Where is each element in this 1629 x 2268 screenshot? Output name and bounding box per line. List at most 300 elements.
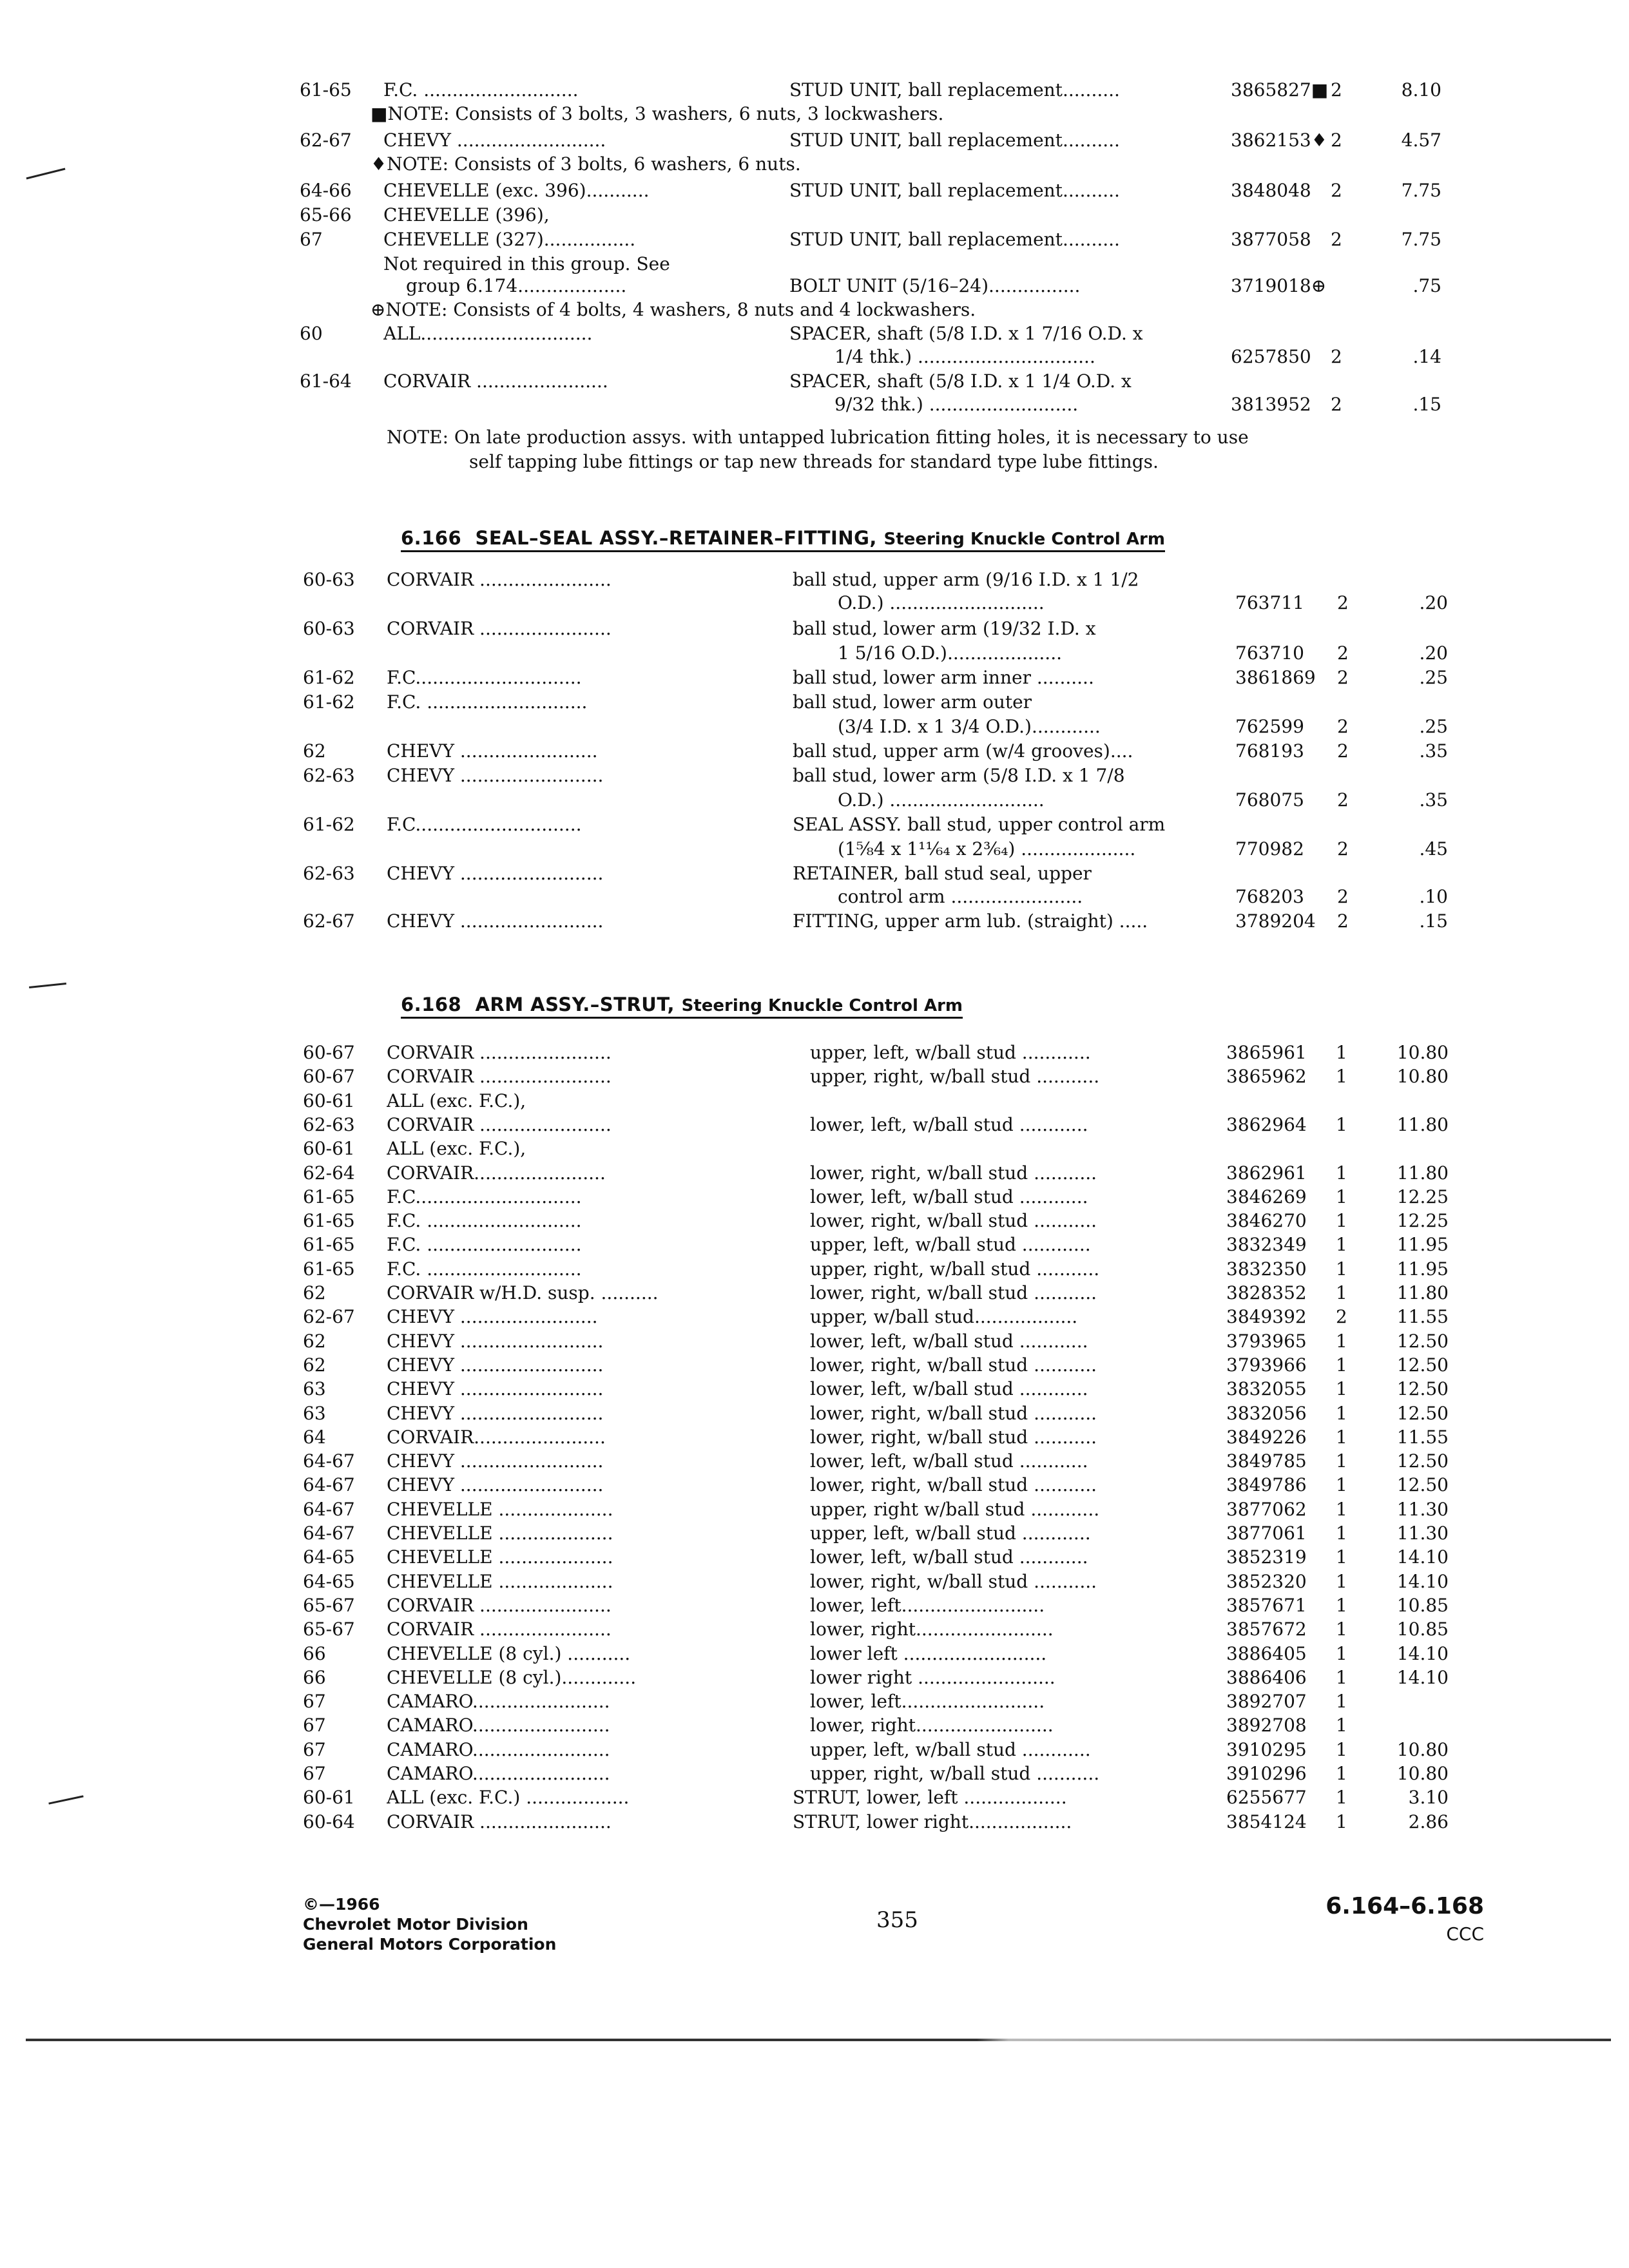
quantity-cell: 2 xyxy=(1331,394,1342,415)
year-cell: 64-66 xyxy=(300,180,352,201)
publisher-block xyxy=(303,1894,556,1954)
table-row xyxy=(303,1617,1450,1642)
table-row xyxy=(303,1040,1450,1066)
price-cell: 11.95 xyxy=(1396,1234,1449,1256)
price-cell: 14.10 xyxy=(1396,1546,1449,1568)
description-cell: lower, left, w/ball stud ............ xyxy=(810,1450,1088,1472)
section-subtitle: Steering Knuckle Control Arm xyxy=(681,996,963,1015)
price-cell: .14 xyxy=(1412,346,1441,367)
quantity-cell: 2 xyxy=(1337,642,1349,664)
description-cell: O.D.) ........................... xyxy=(838,789,1045,811)
quantity-cell: 1 xyxy=(1336,1738,1347,1760)
price-cell: 12.50 xyxy=(1396,1474,1449,1496)
table-row xyxy=(300,321,1447,347)
model-cell: group 6.174................... xyxy=(406,275,627,296)
description-cell: lower, right, w/ball stud ........... xyxy=(810,1426,1097,1448)
price-cell: 7.75 xyxy=(1401,180,1441,201)
price-cell: 12.25 xyxy=(1396,1186,1449,1207)
model-cell: ALL (exc. F.C.) .................. xyxy=(387,1787,630,1809)
table-row xyxy=(303,1448,1450,1474)
year-cell: 61-62 xyxy=(303,691,355,713)
description-cell: (1⅝4 x 1¹¹⁄₆₄ x 2³⁄₆₄) .................... xyxy=(838,838,1136,860)
year-cell: 60-67 xyxy=(303,1066,355,1088)
description-cell: 9/32 thk.) .......................... xyxy=(834,394,1079,415)
model-cell: CORVAIR ....................... xyxy=(387,1042,612,1063)
table-row xyxy=(303,836,1450,862)
section-title: ARM ASSY.–STRUT, xyxy=(475,994,675,1015)
model-cell: CHEVY ......................... xyxy=(387,1378,604,1400)
price-cell: 10.80 xyxy=(1396,1763,1449,1784)
part-number-cell: 3865962 xyxy=(1226,1066,1307,1088)
final-note-line-1: NOTE: On late production assys. with untapped lubrication fitting holes, it is necessary to use xyxy=(387,427,1249,448)
section-title: SEAL–SEAL ASSY.–RETAINER–FITTING, xyxy=(475,527,877,549)
description-cell: lower right ........................ xyxy=(810,1666,1055,1688)
part-number-cell: 6257850 xyxy=(1231,346,1311,367)
year-cell: 64-65 xyxy=(303,1546,355,1568)
quantity-cell: 2 xyxy=(1337,592,1349,613)
description-cell: upper, w/ball stud.................. xyxy=(810,1306,1078,1328)
table-row xyxy=(303,665,1450,691)
price-cell: 10.80 xyxy=(1396,1738,1449,1760)
part-number-cell: 3877061 xyxy=(1226,1523,1307,1544)
price-cell: 12.50 xyxy=(1396,1402,1449,1424)
price-cell: 11.80 xyxy=(1396,1282,1449,1303)
year-cell: 65-67 xyxy=(303,1594,355,1616)
year-cell: 63 xyxy=(303,1402,326,1424)
price-cell: .20 xyxy=(1419,592,1448,613)
price-cell: .15 xyxy=(1412,394,1441,415)
year-cell: 60-61 xyxy=(303,1090,355,1111)
price-cell: 14.10 xyxy=(1396,1666,1449,1688)
price-cell: .35 xyxy=(1419,740,1448,762)
description-cell: lower, right........................ xyxy=(810,1715,1054,1736)
quantity-cell: 2 xyxy=(1337,789,1349,811)
part-number-cell: 763711 xyxy=(1235,592,1304,613)
part-number-cell: 3848048 xyxy=(1231,180,1311,201)
model-cell: CORVAIR w/H.D. susp. .......... xyxy=(387,1282,659,1303)
year-cell: 60-63 xyxy=(303,569,355,590)
description-cell: upper, right, w/ball stud ........... xyxy=(810,1763,1100,1784)
table-row xyxy=(300,77,1447,103)
price-cell: .35 xyxy=(1419,789,1448,811)
part-number-cell: 3886405 xyxy=(1226,1642,1307,1664)
description-cell: lower, right, w/ball stud ........... xyxy=(810,1570,1097,1592)
price-cell: 12.50 xyxy=(1396,1450,1449,1472)
quantity-cell: 1 xyxy=(1336,1594,1347,1616)
quantity-cell: 1 xyxy=(1336,1523,1347,1544)
part-number-cell: 3719018⊕ xyxy=(1231,275,1327,296)
part-number-cell: 3846270 xyxy=(1226,1210,1307,1232)
description-cell: 1/4 thk.) ............................... xyxy=(834,346,1095,367)
year-cell: 60 xyxy=(300,323,323,344)
quantity-cell: 2 xyxy=(1337,886,1349,907)
description-cell: upper, left, w/ball stud ............ xyxy=(810,1234,1091,1256)
model-cell: F.C. ........................... xyxy=(387,1234,582,1256)
year-cell: 67 xyxy=(303,1738,326,1760)
description-cell: STRUT, lower, left .................. xyxy=(793,1787,1067,1809)
description-cell: lower, right, w/ball stud ........... xyxy=(810,1474,1097,1496)
model-cell: CAMARO........................ xyxy=(387,1715,610,1736)
model-cell: CORVAIR ....................... xyxy=(387,618,612,639)
price-cell: 12.25 xyxy=(1396,1210,1449,1232)
price-cell: 2.86 xyxy=(1408,1811,1449,1832)
year-cell: 61-65 xyxy=(300,79,352,101)
description-cell: STRUT, lower right.................. xyxy=(793,1811,1072,1832)
quantity-cell: 1 xyxy=(1336,1811,1347,1832)
footnote: ♦NOTE: Consists of 3 bolts, 6 washers, 6 nuts. xyxy=(371,153,801,175)
description-cell: STUD UNIT, ball replacement.......... xyxy=(789,130,1120,151)
quantity-cell: 1 xyxy=(1336,1619,1347,1640)
model-cell: F.C. ........................... xyxy=(387,1258,582,1280)
table-row xyxy=(303,1208,1450,1234)
quantity-cell: 1 xyxy=(1336,1258,1347,1280)
part-number-cell: 3910295 xyxy=(1226,1738,1307,1760)
year-cell: 62-63 xyxy=(303,1113,355,1135)
model-cell: CHEVELLE (8 cyl.)............. xyxy=(387,1666,637,1688)
model-cell: CORVAIR ....................... xyxy=(387,1594,612,1616)
table-row xyxy=(303,1280,1450,1306)
table-row xyxy=(303,1136,1450,1162)
part-number-cell: 3849785 xyxy=(1226,1450,1307,1472)
quantity-cell: 1 xyxy=(1336,1570,1347,1592)
model-cell: CHEVELLE .................... xyxy=(387,1570,613,1592)
quantity-cell: 1 xyxy=(1336,1234,1347,1256)
table-row xyxy=(303,1088,1450,1114)
part-number-cell: 3852320 xyxy=(1226,1570,1307,1592)
year-cell: 64-67 xyxy=(303,1498,355,1520)
quantity-cell: 2 xyxy=(1336,1306,1347,1328)
model-cell: F.C............................. xyxy=(387,667,582,688)
year-cell: 60-61 xyxy=(303,1138,355,1160)
description-cell: lower, left, w/ball stud ............ xyxy=(810,1113,1088,1135)
quantity-cell: 2 xyxy=(1337,716,1349,737)
description-cell: lower, right, w/ball stud ........... xyxy=(810,1282,1097,1303)
copyright: ©—1966 xyxy=(303,1895,380,1914)
price-cell: 12.50 xyxy=(1396,1330,1449,1352)
quantity-cell: 1 xyxy=(1336,1691,1347,1713)
table-row xyxy=(300,202,1447,228)
table-row xyxy=(303,567,1450,593)
table-row xyxy=(303,884,1450,910)
model-cell: CHEVY ......................... xyxy=(387,1450,604,1472)
description-cell: ball stud, lower arm outer xyxy=(793,691,1032,713)
year-cell: 67 xyxy=(303,1691,326,1713)
table-row xyxy=(303,1425,1450,1450)
bottom-rule xyxy=(26,2039,1611,2041)
model-cell: CAMARO........................ xyxy=(387,1691,610,1713)
table-row xyxy=(300,273,1447,299)
model-cell: F.C. ............................ xyxy=(387,691,588,713)
part-number-cell: 762599 xyxy=(1235,716,1304,737)
table-row xyxy=(303,908,1450,934)
price-cell: .25 xyxy=(1419,667,1448,688)
year-cell: 66 xyxy=(303,1642,326,1664)
model-cell: CHEVY ......................... xyxy=(387,910,604,932)
table-row xyxy=(303,763,1450,789)
year-cell: 64 xyxy=(303,1426,326,1448)
description-cell: lower, right, w/ball stud ........... xyxy=(810,1354,1097,1376)
price-cell: 11.55 xyxy=(1396,1306,1449,1328)
section-range-block xyxy=(1325,1891,1484,1946)
year-cell: 67 xyxy=(300,229,323,250)
price-cell: .10 xyxy=(1419,886,1448,907)
part-number-cell: 3793966 xyxy=(1226,1354,1307,1376)
description-cell: lower, right, w/ball stud ........... xyxy=(810,1210,1097,1232)
table-row xyxy=(303,1521,1450,1546)
model-cell: F.C............................. xyxy=(387,1186,582,1207)
quantity-cell: 2 xyxy=(1331,130,1342,151)
description-cell: FITTING, upper arm lub. (straight) ..... xyxy=(793,910,1148,932)
year-cell: 64-67 xyxy=(303,1523,355,1544)
description-cell: SPACER, shaft (5/8 I.D. x 1 1/4 O.D. x xyxy=(789,370,1132,392)
table-row xyxy=(303,861,1450,887)
part-number-cell: 3910296 xyxy=(1226,1763,1307,1784)
section-range: 6.164–6.168 xyxy=(1325,1893,1484,1919)
price-cell: .45 xyxy=(1419,838,1448,860)
year-cell: 62-63 xyxy=(303,863,355,884)
model-cell: F.C. ........................... xyxy=(387,1210,582,1232)
table-row xyxy=(303,1785,1450,1811)
table-row xyxy=(303,1544,1450,1570)
price-cell: 14.10 xyxy=(1396,1642,1449,1664)
part-number-cell: 3832055 xyxy=(1226,1378,1307,1400)
year-cell: 62-67 xyxy=(303,1306,355,1328)
quantity-cell: 1 xyxy=(1336,1186,1347,1207)
quantity-cell: 1 xyxy=(1336,1354,1347,1376)
price-cell: .75 xyxy=(1412,275,1441,296)
price-cell: 11.80 xyxy=(1396,1113,1449,1135)
model-cell: CHEVY ........................ xyxy=(387,1306,598,1328)
year-cell: 62 xyxy=(303,1354,326,1376)
description-cell: lower, left, w/ball stud ............ xyxy=(810,1186,1088,1207)
part-number-cell: 768075 xyxy=(1235,789,1304,811)
price-cell: 11.55 xyxy=(1396,1426,1449,1448)
table-row xyxy=(303,1304,1450,1330)
price-cell: 3.10 xyxy=(1408,1787,1449,1809)
part-number-cell: 3852319 xyxy=(1226,1546,1307,1568)
description-cell: lower, left, w/ball stud ............ xyxy=(810,1546,1088,1568)
description-cell: lower left ......................... xyxy=(810,1642,1047,1664)
model-cell: CAMARO........................ xyxy=(387,1738,610,1760)
part-number-cell: 3793965 xyxy=(1226,1330,1307,1352)
part-number-cell: 3892708 xyxy=(1226,1715,1307,1736)
model-cell: CHEVELLE (8 cyl.) ........... xyxy=(387,1642,631,1664)
quantity-cell: 2 xyxy=(1331,180,1342,201)
part-number-cell: 3886406 xyxy=(1226,1666,1307,1688)
model-cell: CORVAIR....................... xyxy=(387,1162,606,1184)
division-name: Chevrolet Motor Division xyxy=(303,1915,528,1934)
part-number-cell: 3862153♦ xyxy=(1231,130,1327,151)
table-row xyxy=(303,787,1450,813)
price-cell: 10.85 xyxy=(1396,1594,1449,1616)
quantity-cell: 1 xyxy=(1336,1042,1347,1063)
model-cell: ALL.............................. xyxy=(383,323,593,344)
description-cell: STUD UNIT, ball replacement.......... xyxy=(789,79,1120,101)
quantity-cell: 1 xyxy=(1336,1546,1347,1568)
price-cell: 11.30 xyxy=(1396,1498,1449,1520)
price-cell: 8.10 xyxy=(1401,79,1441,101)
table-row xyxy=(300,392,1447,418)
year-cell: 60-61 xyxy=(303,1787,355,1809)
table-row xyxy=(303,590,1450,616)
table-row xyxy=(303,1737,1450,1763)
description-cell: STUD UNIT, ball replacement.......... xyxy=(789,180,1120,201)
quantity-cell: 1 xyxy=(1336,1642,1347,1664)
price-cell: 12.50 xyxy=(1396,1354,1449,1376)
model-cell: CAMARO........................ xyxy=(387,1763,610,1784)
description-cell: lower, right, w/ball stud ........... xyxy=(810,1402,1097,1424)
quantity-cell: 1 xyxy=(1336,1787,1347,1809)
description-cell: 1 5/16 O.D.).................... xyxy=(838,642,1062,664)
table-row xyxy=(303,616,1450,642)
part-number-cell: 3832056 xyxy=(1226,1402,1307,1424)
table-row xyxy=(303,1352,1450,1378)
page-number: 355 xyxy=(876,1907,918,1933)
description-cell: ball stud, upper arm (w/4 grooves).... xyxy=(793,740,1133,762)
model-cell: Not required in this group. See xyxy=(383,253,670,274)
part-number-cell: 3789204 xyxy=(1235,910,1316,932)
year-cell: 60-63 xyxy=(303,618,355,639)
model-cell: CORVAIR ....................... xyxy=(383,370,608,392)
price-cell: 10.85 xyxy=(1396,1619,1449,1640)
part-number-cell: 3832350 xyxy=(1226,1258,1307,1280)
table-row xyxy=(303,1761,1450,1787)
model-cell: CHEVY ......................... xyxy=(387,765,604,786)
quantity-cell: 1 xyxy=(1336,1426,1347,1448)
part-number-cell: 3854124 xyxy=(1226,1811,1307,1832)
description-cell: upper, left, w/ball stud ............ xyxy=(810,1042,1091,1063)
quantity-cell: 1 xyxy=(1336,1330,1347,1352)
table-row xyxy=(303,1809,1450,1835)
part-number-cell: 3849392 xyxy=(1226,1306,1307,1328)
section-number: 6.166 xyxy=(401,527,462,549)
description-cell: SEAL ASSY. ball stud, upper control arm xyxy=(793,814,1166,835)
model-cell: CHEVY ......................... xyxy=(387,1330,604,1352)
model-cell: CORVAIR ....................... xyxy=(387,569,612,590)
price-cell: 12.50 xyxy=(1396,1378,1449,1400)
year-cell: 62-67 xyxy=(300,130,352,151)
part-number-cell: 3828352 xyxy=(1226,1282,1307,1303)
description-cell: ball stud, upper arm (9/16 I.D. x 1 1/2 xyxy=(793,569,1139,590)
part-number-cell: 3849226 xyxy=(1226,1426,1307,1448)
table-row xyxy=(303,1232,1450,1258)
table-row xyxy=(303,640,1450,666)
year-cell: 60-64 xyxy=(303,1811,355,1832)
quantity-cell: 1 xyxy=(1336,1113,1347,1135)
description-cell: upper, right w/ball stud ............ xyxy=(810,1498,1100,1520)
quantity-cell: 1 xyxy=(1336,1282,1347,1303)
part-number-cell: 3846269 xyxy=(1226,1186,1307,1207)
quantity-cell: 1 xyxy=(1336,1450,1347,1472)
year-cell: 62-63 xyxy=(303,765,355,786)
description-cell: ball stud, lower arm inner .......... xyxy=(793,667,1094,688)
description-cell: lower, left......................... xyxy=(810,1691,1045,1713)
model-cell: CHEVELLE .................... xyxy=(387,1523,613,1544)
model-cell: CHEVELLE .................... xyxy=(387,1498,613,1520)
description-cell: lower, left......................... xyxy=(810,1594,1045,1616)
year-cell: 61-62 xyxy=(303,667,355,688)
year-cell: 65-67 xyxy=(303,1619,355,1640)
price-cell: 14.10 xyxy=(1396,1570,1449,1592)
price-cell: 10.80 xyxy=(1396,1066,1449,1088)
table-row xyxy=(303,1713,1450,1738)
part-number-cell: 3862964 xyxy=(1226,1113,1307,1135)
corporation-name: General Motors Corporation xyxy=(303,1935,557,1954)
description-cell: (3/4 I.D. x 1 3/4 O.D.)............ xyxy=(838,716,1101,737)
price-cell: 7.75 xyxy=(1401,229,1441,250)
quantity-cell: 1 xyxy=(1336,1162,1347,1184)
year-cell: 62 xyxy=(303,1282,326,1303)
quantity-cell: 1 xyxy=(1336,1210,1347,1232)
quantity-cell: 2 xyxy=(1337,910,1349,932)
quantity-cell: 2 xyxy=(1331,346,1342,367)
section-number: 6.168 xyxy=(401,994,462,1015)
table-row xyxy=(300,344,1447,370)
year-cell: 62-64 xyxy=(303,1162,355,1184)
table-row xyxy=(303,1497,1450,1523)
description-cell: lower, right........................ xyxy=(810,1619,1054,1640)
table-row xyxy=(303,1689,1450,1715)
table-row xyxy=(303,714,1450,740)
model-cell: CHEVY ......................... xyxy=(387,863,604,884)
section-subtitle: Steering Knuckle Control Arm xyxy=(883,530,1165,549)
table-row xyxy=(303,1641,1450,1667)
table-row xyxy=(303,1472,1450,1498)
footnote: ⊕NOTE: Consists of 4 bolts, 4 washers, 8 nuts and 4 lockwashers. xyxy=(371,299,976,320)
model-cell: F.C. ........................... xyxy=(383,79,579,101)
price-cell: 10.80 xyxy=(1396,1042,1449,1063)
year-cell: 62 xyxy=(303,740,326,762)
quantity-cell: 1 xyxy=(1336,1378,1347,1400)
year-cell: 61-62 xyxy=(303,814,355,835)
part-number-cell: 770982 xyxy=(1235,838,1304,860)
year-cell: 66 xyxy=(303,1666,326,1688)
price-cell: .15 xyxy=(1419,910,1448,932)
part-number-cell: 3861869 xyxy=(1235,667,1316,688)
table-row xyxy=(303,1256,1450,1282)
quantity-cell: 2 xyxy=(1331,79,1342,101)
model-cell: CORVAIR....................... xyxy=(387,1426,606,1448)
quantity-cell: 1 xyxy=(1336,1474,1347,1496)
part-number-cell: 3877062 xyxy=(1226,1498,1307,1520)
table-row xyxy=(300,128,1447,153)
quantity-cell: 2 xyxy=(1337,740,1349,762)
table-row xyxy=(303,689,1450,715)
table-row xyxy=(303,1665,1450,1691)
price-cell: 11.30 xyxy=(1396,1523,1449,1544)
description-cell: ball stud, lower arm (5/8 I.D. x 1 7/8 xyxy=(793,765,1125,786)
table-row xyxy=(303,1064,1450,1090)
quantity-cell: 1 xyxy=(1336,1498,1347,1520)
table-row xyxy=(303,1160,1450,1186)
part-number-cell: 768203 xyxy=(1235,886,1304,907)
quantity-cell: 2 xyxy=(1337,667,1349,688)
quantity-cell: 1 xyxy=(1336,1666,1347,1688)
page-code: CCC xyxy=(1446,1923,1484,1945)
model-cell: CHEVY ......................... xyxy=(387,1354,604,1376)
table-row xyxy=(303,1376,1450,1402)
description-cell: lower, left, w/ball stud ............ xyxy=(810,1378,1088,1400)
part-number-cell: 3865827■ xyxy=(1231,79,1329,101)
model-cell: CHEVY ......................... xyxy=(387,1474,604,1496)
description-cell: O.D.) ........................... xyxy=(838,592,1045,613)
final-note-line-2: self tapping lube fittings or tap new threads for standard type lube fittings. xyxy=(469,451,1159,472)
model-cell: CHEVY .......................... xyxy=(383,130,606,151)
year-cell: 63 xyxy=(303,1378,326,1400)
part-number-cell: 3877058 xyxy=(1231,229,1311,250)
table-row xyxy=(303,1593,1450,1619)
table-row xyxy=(303,1184,1450,1210)
